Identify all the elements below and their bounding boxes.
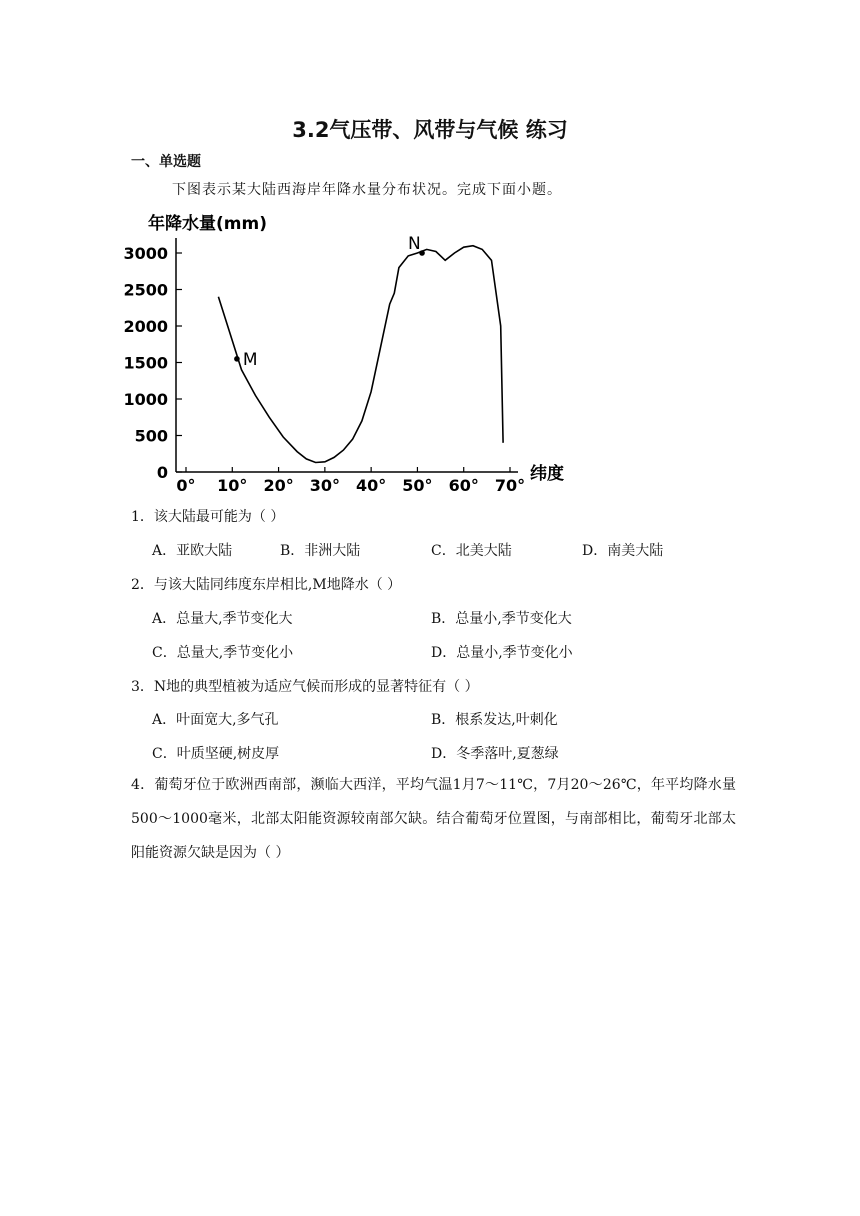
precipitation-curve — [218, 246, 503, 463]
q3-option-c[interactable]: C．叶质坚硬,树皮厚 — [152, 746, 280, 762]
x-tick-label: 30° — [309, 476, 340, 495]
q3-option-d[interactable]: D．冬季落叶,夏葱绿 — [431, 746, 559, 762]
point-n-label: N — [408, 234, 421, 254]
q3-option-a[interactable]: A．叶面宽大,多气孔 — [152, 712, 279, 728]
y-tick-label: 2000 — [123, 317, 168, 336]
point-m-label: M — [242, 349, 258, 370]
q1-option-d[interactable]: D．南美大陆 — [582, 543, 664, 559]
x-tick-label: 70° — [494, 476, 526, 495]
precipitation-chart — [0, 205, 860, 505]
y-tick-label: 1000 — [123, 390, 168, 409]
y-axis-label: 年降水量(mm) — [148, 214, 267, 234]
y-tick-label: 500 — [134, 426, 168, 446]
q1-option-c[interactable]: C．北美大陆 — [431, 543, 512, 559]
y-tick-label: 0 — [156, 463, 168, 482]
section-heading: 一、单选题 — [131, 154, 201, 170]
y-tick-label: 3000 — [123, 244, 168, 263]
q1-option-b[interactable]: B．非洲大陆 — [280, 543, 361, 559]
x-tick-label: 0° — [176, 476, 196, 495]
x-tick-label: 60° — [448, 476, 479, 495]
y-tick-label: 2500 — [123, 280, 168, 300]
q2-option-a[interactable]: A．总量大,季节变化大 — [152, 611, 293, 627]
question-4-stem: 4．葡萄牙位于欧洲西南部，濒临大西洋，平均气温1月7～11℃，7月20～26℃，年平均降水量500～1000毫米，北部太阳能资源较南部欠缺。结合葡萄牙位置图，与南部相比，葡萄牙北部太阳能资源欠缺是因为（ ） — [131, 777, 736, 861]
x-tick-label: 20° — [263, 476, 294, 495]
page-title: 3.2气压带、风带与气候 练习 — [292, 118, 568, 142]
q2-option-c[interactable]: C．总量大,季节变化小 — [152, 645, 294, 661]
x-tick-label: 10° — [217, 476, 248, 495]
q3-option-b[interactable]: B．根系发达,叶刺化 — [431, 712, 558, 728]
y-tick-label: 1500 — [123, 353, 168, 373]
question-3-stem: 3．N地的典型植被为适应气候而形成的显著特征有（ ） — [131, 679, 479, 695]
x-axis-label: 纬度 — [530, 464, 564, 484]
intro-text: 下图表示某大陆西海岸年降水量分布状况。完成下面小题。 — [172, 182, 562, 198]
x-tick-label: 50° — [402, 476, 433, 495]
x-tick-label: 40° — [356, 476, 387, 495]
q1-option-a[interactable]: A．亚欧大陆 — [152, 543, 233, 559]
q2-option-b[interactable]: B．总量小,季节变化大 — [431, 611, 572, 627]
q2-option-d[interactable]: D．总量小,季节变化小 — [431, 645, 573, 661]
question-1-stem: 1．该大陆最可能为（ ） — [131, 509, 285, 525]
point-m-marker — [234, 356, 240, 362]
question-2-stem: 2．与该大陆同纬度东岸相比,M地降水（ ） — [131, 577, 402, 593]
